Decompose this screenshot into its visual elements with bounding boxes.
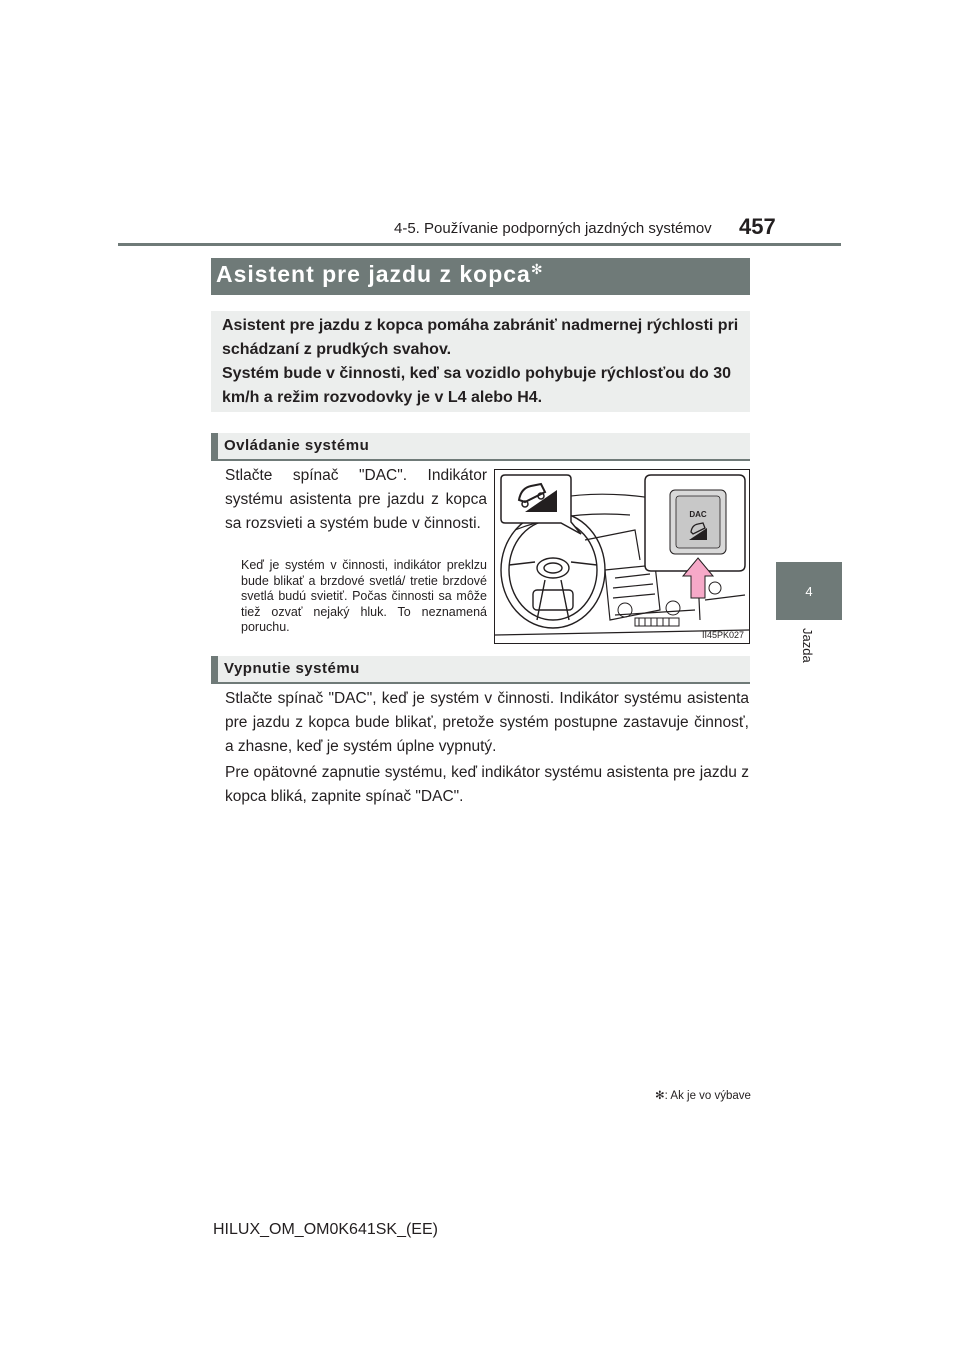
section-marker: [211, 433, 218, 461]
chapter-number: 4: [805, 583, 813, 599]
dac-switch-callout: [645, 475, 745, 598]
page-number: 457: [739, 214, 776, 239]
header-rule: [118, 243, 841, 246]
document-code: HILUX_OM_OM0K641SK_(EE): [213, 1221, 438, 1238]
page-title-text: Asistent pre jazdu z kopca: [216, 261, 531, 287]
dashboard-drawing: [495, 470, 749, 643]
intro-text: [222, 314, 744, 410]
intro-line-2: Systém bude v činnosti, keď sa vozidlo pohybuje rýchlosťou do 30 km/h a režim rozvodovky je v L4 alebo H4.: [222, 365, 732, 406]
footnote-text: : Ak je vo výbave: [664, 1090, 751, 1102]
section-title-shutdown: Vypnutie systému: [224, 660, 360, 677]
section-title-operation: Ovládanie systému: [224, 437, 370, 454]
shutdown-paragraph-2: Pre opätovné zapnutie systému, keď indikátor systému asistenta pre jazdu z kopca bliká, zapnite spínač "DAC".: [225, 764, 749, 805]
operation-note: Keď je systém v činnosti, indikátor preklzu bude blikať a brzdové svetlá/ tretie brzdové svetlá budú svietiť. Počas činnosti sa môže tiež ozvať nejaký hluk. To neznamená poruchu.: [241, 558, 487, 634]
indicator-callout: [501, 475, 581, 534]
figure-code: II45PK027: [701, 630, 744, 640]
operation-text: Stlačte spínač "DAC". Indikátor systému asistenta pre jazdu z kopca sa rozsvieti a systém bude v činnosti.: [225, 467, 487, 532]
page-title: [216, 261, 544, 288]
chapter-tab: [776, 562, 842, 620]
chapter-label: Jazda: [800, 628, 815, 663]
asterisk-icon: ✻: [655, 1090, 665, 1102]
footnote: [655, 1088, 751, 1102]
section-marker: [211, 656, 218, 684]
dac-switch-illustration: [494, 469, 750, 644]
intro-line-1: Asistent pre jazdu z kopca pomáha zabrániť nadmernej rýchlosti pri schádzaní z prudkých svahov.: [222, 317, 739, 358]
shutdown-paragraph-1: Stlačte spínač "DAC", keď je systém v činnosti. Indikátor systému asistenta pre jazdu z kopca bude blikať, pretože systém postupne zastavuje činnosť, a zhasne, keď je systém úplne vypnutý.: [225, 690, 749, 755]
dac-switch-label: DAC: [689, 510, 707, 519]
steering-wheel: [501, 512, 605, 628]
running-header: 4-5. Používanie podporných jazdných systémov: [394, 220, 712, 237]
asterisk-icon: ✻: [530, 261, 544, 277]
